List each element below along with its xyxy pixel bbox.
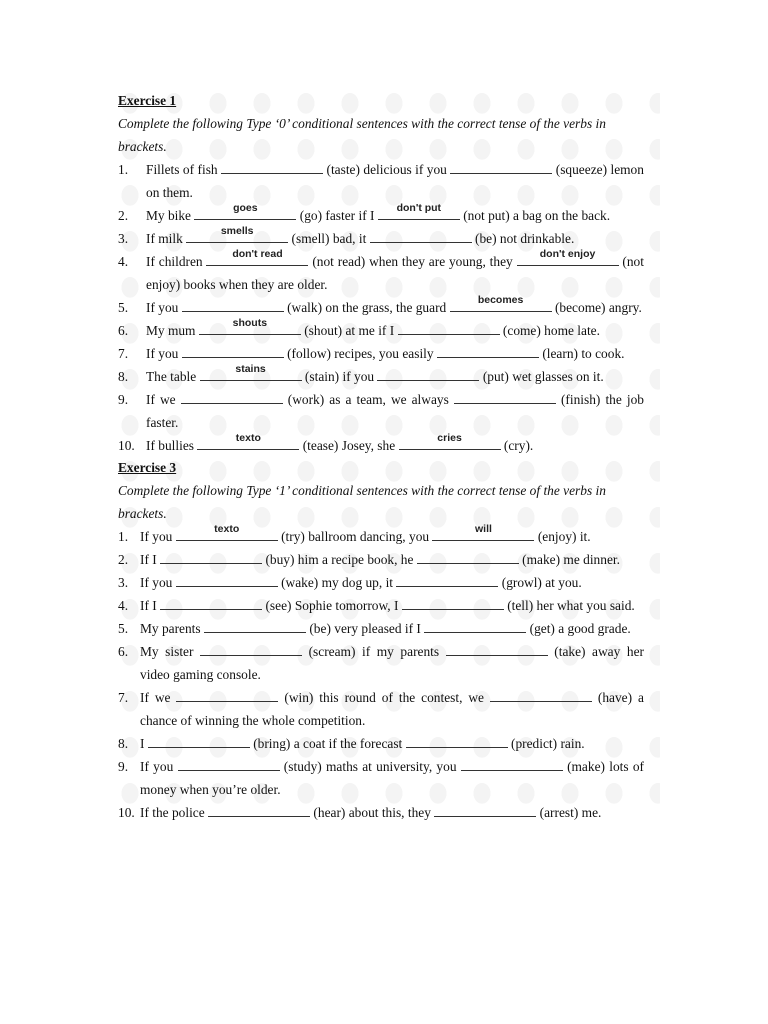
- filled-answer: shouts: [232, 317, 268, 329]
- question-item: [118, 594, 644, 617]
- question-item: [118, 250, 644, 296]
- answer-blank[interactable]: [160, 548, 262, 564]
- question-text: [140, 640, 644, 686]
- question-number: 3.: [118, 575, 129, 590]
- question-number: 10.: [118, 438, 135, 453]
- question-text: [146, 250, 644, 296]
- question-text: [140, 732, 644, 755]
- question-number: 4.: [118, 254, 129, 269]
- answer-blank[interactable]: [461, 755, 563, 771]
- sentence-part: If I: [140, 598, 157, 613]
- sentence-part: The table: [146, 369, 197, 384]
- filled-answer: don't enjoy: [539, 248, 596, 260]
- sentence-part: (buy) him a recipe book, he: [265, 552, 414, 567]
- sentence-part: (follow) recipes, you easily: [287, 346, 434, 361]
- sentence-part: (be) very pleased if I: [309, 621, 421, 636]
- sentence-part: (put) wet glasses on it.: [482, 369, 604, 384]
- answer-blank[interactable]: [204, 617, 306, 633]
- answer-blank[interactable]: [186, 227, 288, 243]
- answer-blank[interactable]: [406, 732, 508, 748]
- question-text: [140, 594, 644, 617]
- sentence-part: (smell) bad, it: [291, 231, 367, 246]
- exercise-1-list: [118, 158, 644, 457]
- question-text: [140, 801, 644, 824]
- question-number: 5.: [118, 621, 129, 636]
- sentence-part: My bike: [146, 208, 192, 223]
- sentence-part: (make) me dinner.: [522, 552, 620, 567]
- sentence-part: My mum: [146, 323, 196, 338]
- question-item: [118, 801, 644, 824]
- answer-blank[interactable]: [199, 319, 301, 335]
- filled-answer: goes: [233, 202, 258, 214]
- filled-answer: smells: [220, 225, 254, 237]
- question-number: 6.: [118, 323, 129, 338]
- answer-blank[interactable]: [176, 571, 278, 587]
- sentence-part: (walk) on the grass, the guard: [287, 300, 447, 315]
- sentence-part: My sister: [140, 644, 194, 659]
- answer-blank[interactable]: [398, 319, 500, 335]
- answer-blank[interactable]: [450, 296, 552, 312]
- exercise-3-list: [118, 525, 644, 824]
- answer-blank[interactable]: [200, 640, 302, 656]
- answer-blank[interactable]: [432, 525, 534, 541]
- question-item: [118, 525, 644, 548]
- sentence-part: (tell) her what you said.: [507, 598, 635, 613]
- answer-blank[interactable]: [490, 686, 592, 702]
- sentence-part: (learn) to cook.: [542, 346, 625, 361]
- answer-blank[interactable]: [424, 617, 526, 633]
- sentence-part: (be) not drinkable.: [475, 231, 575, 246]
- question-number: 7.: [118, 346, 129, 361]
- question-number: 7.: [118, 690, 129, 705]
- answer-blank[interactable]: [197, 434, 299, 450]
- question-text: [146, 319, 644, 342]
- question-item: [118, 686, 644, 732]
- question-number: 9.: [118, 759, 129, 774]
- sentence-part: If you: [146, 300, 179, 315]
- sentence-part: (bring) a coat if the forecast: [253, 736, 403, 751]
- question-number: 4.: [118, 598, 129, 613]
- sentence-part: (squeeze) lemon on them.: [146, 162, 644, 200]
- sentence-part: (scream) if my parents: [308, 644, 440, 659]
- answer-blank[interactable]: [182, 342, 284, 358]
- sentence-part: (tease) Josey, she: [302, 438, 396, 453]
- answer-blank[interactable]: [160, 594, 262, 610]
- sentence-part: (stain) if you: [304, 369, 375, 384]
- sentence-part: If we: [146, 392, 176, 407]
- answer-blank[interactable]: [194, 204, 296, 220]
- sentence-part: If bullies: [146, 438, 194, 453]
- sentence-part: (arrest) me.: [539, 805, 602, 820]
- question-text: [140, 525, 644, 548]
- question-number: 8.: [118, 736, 129, 751]
- exercise-1-heading: Exercise 1: [118, 93, 177, 108]
- sentence-part: (cry).: [503, 438, 534, 453]
- question-text: [146, 365, 644, 388]
- answer-blank[interactable]: [378, 204, 460, 220]
- sentence-part: If we: [140, 690, 171, 705]
- sentence-part: If the police: [140, 805, 205, 820]
- answer-blank[interactable]: [517, 250, 619, 266]
- filled-answer: will: [474, 523, 492, 535]
- answer-blank[interactable]: [417, 548, 519, 564]
- answer-blank[interactable]: [178, 755, 280, 771]
- exercise-3-instruction: Complete the following Type ‘1’ conditional sentences with the correct tense of the verbs in brackets.: [118, 483, 606, 521]
- sentence-part: (take) away her video gaming console.: [140, 644, 644, 682]
- filled-answer: stains: [235, 363, 266, 375]
- sentence-part: (see) Sophie tomorrow, I: [265, 598, 399, 613]
- question-text: [140, 617, 644, 640]
- answer-blank[interactable]: [396, 571, 498, 587]
- exercise-3-heading: Exercise 3: [118, 460, 177, 475]
- sentence-part: (wake) my dog up, it: [281, 575, 394, 590]
- answer-blank[interactable]: [221, 158, 323, 174]
- sentence-part: If you: [146, 346, 179, 361]
- answer-blank[interactable]: [208, 801, 310, 817]
- question-item: [118, 296, 644, 319]
- question-number: 9.: [118, 392, 129, 407]
- filled-answer: texto: [235, 432, 261, 444]
- sentence-part: (have) a chance of winning the whole competition.: [140, 690, 644, 728]
- sentence-part: (try) ballroom dancing, you: [281, 529, 430, 544]
- question-number: 2.: [118, 208, 129, 223]
- filled-answer: don't put: [396, 202, 442, 214]
- answer-blank[interactable]: [402, 594, 504, 610]
- question-item: [118, 755, 644, 801]
- sentence-part: (taste) delicious if you: [326, 162, 447, 177]
- filled-answer: texto: [214, 523, 240, 535]
- sentence-part: If you: [140, 575, 173, 590]
- question-text: [140, 686, 644, 732]
- sentence-part: (work) as a team, we always: [287, 392, 449, 407]
- sentence-part: Fillets of fish: [146, 162, 218, 177]
- answer-blank[interactable]: [176, 525, 278, 541]
- answer-blank[interactable]: [434, 801, 536, 817]
- answer-blank[interactable]: [182, 296, 284, 312]
- question-item: [118, 319, 644, 342]
- sentence-part: My parents: [140, 621, 201, 636]
- question-text: [140, 755, 644, 801]
- sentence-part: If milk: [146, 231, 183, 246]
- sentence-part: (not enjoy) books when they are older.: [146, 254, 644, 292]
- question-number: 1.: [118, 162, 129, 177]
- answer-blank[interactable]: [446, 640, 548, 656]
- question-item: [118, 434, 644, 457]
- answer-blank[interactable]: [148, 732, 250, 748]
- sentence-part: (hear) about this, they: [313, 805, 431, 820]
- answer-blank[interactable]: [176, 686, 278, 702]
- answer-blank[interactable]: [454, 388, 556, 404]
- sentence-part: If you: [140, 529, 173, 544]
- question-item: [118, 548, 644, 571]
- question-number: 5.: [118, 300, 129, 315]
- worksheet: [118, 90, 644, 824]
- sentence-part: (study) maths at university, you: [283, 759, 457, 774]
- question-number: 6.: [118, 644, 129, 659]
- filled-answer: becomes: [477, 294, 524, 306]
- question-item: [118, 365, 644, 388]
- question-item: [118, 617, 644, 640]
- question-number: 10.: [118, 805, 135, 820]
- filled-answer: don't read: [232, 248, 283, 260]
- sentence-part: (growl) at you.: [501, 575, 582, 590]
- sentence-part: (not read) when they are young, they: [312, 254, 513, 269]
- sentence-part: I: [140, 736, 145, 751]
- question-number: 3.: [118, 231, 129, 246]
- answer-blank[interactable]: [450, 158, 552, 174]
- sentence-part: (become) angry.: [554, 300, 642, 315]
- sentence-part: (enjoy) it.: [537, 529, 591, 544]
- answer-blank[interactable]: [399, 434, 501, 450]
- question-text: [146, 434, 644, 457]
- question-text: [140, 548, 644, 571]
- sentence-part: (win) this round of the contest, we: [284, 690, 484, 705]
- filled-answer: cries: [437, 432, 462, 444]
- sentence-part: (predict) rain.: [511, 736, 585, 751]
- sentence-part: If you: [140, 759, 174, 774]
- sentence-part: If children: [146, 254, 203, 269]
- sentence-part: (finish) the job faster.: [146, 392, 644, 430]
- question-item: [118, 342, 644, 365]
- answer-blank[interactable]: [437, 342, 539, 358]
- question-item: [118, 571, 644, 594]
- sentence-part: (come) home late.: [502, 323, 600, 338]
- question-number: 8.: [118, 369, 129, 384]
- answer-blank[interactable]: [377, 365, 479, 381]
- answer-blank[interactable]: [370, 227, 472, 243]
- exercise-1-instruction: Complete the following Type ‘0’ conditional sentences with the correct tense of the verbs in brackets.: [118, 116, 606, 154]
- sentence-part: (shout) at me if I: [304, 323, 395, 338]
- question-item: [118, 640, 644, 686]
- question-number: 2.: [118, 552, 129, 567]
- answer-blank[interactable]: [206, 250, 308, 266]
- sentence-part: (not put) a bag on the back.: [463, 208, 611, 223]
- question-number: 1.: [118, 529, 129, 544]
- question-text: [140, 571, 644, 594]
- answer-blank[interactable]: [200, 365, 302, 381]
- sentence-part: (make) lots of money when you’re older.: [140, 759, 644, 797]
- question-item: [118, 732, 644, 755]
- answer-blank[interactable]: [181, 388, 283, 404]
- sentence-part: (get) a good grade.: [529, 621, 631, 636]
- sentence-part: If I: [140, 552, 157, 567]
- sentence-part: (go) faster if I: [299, 208, 375, 223]
